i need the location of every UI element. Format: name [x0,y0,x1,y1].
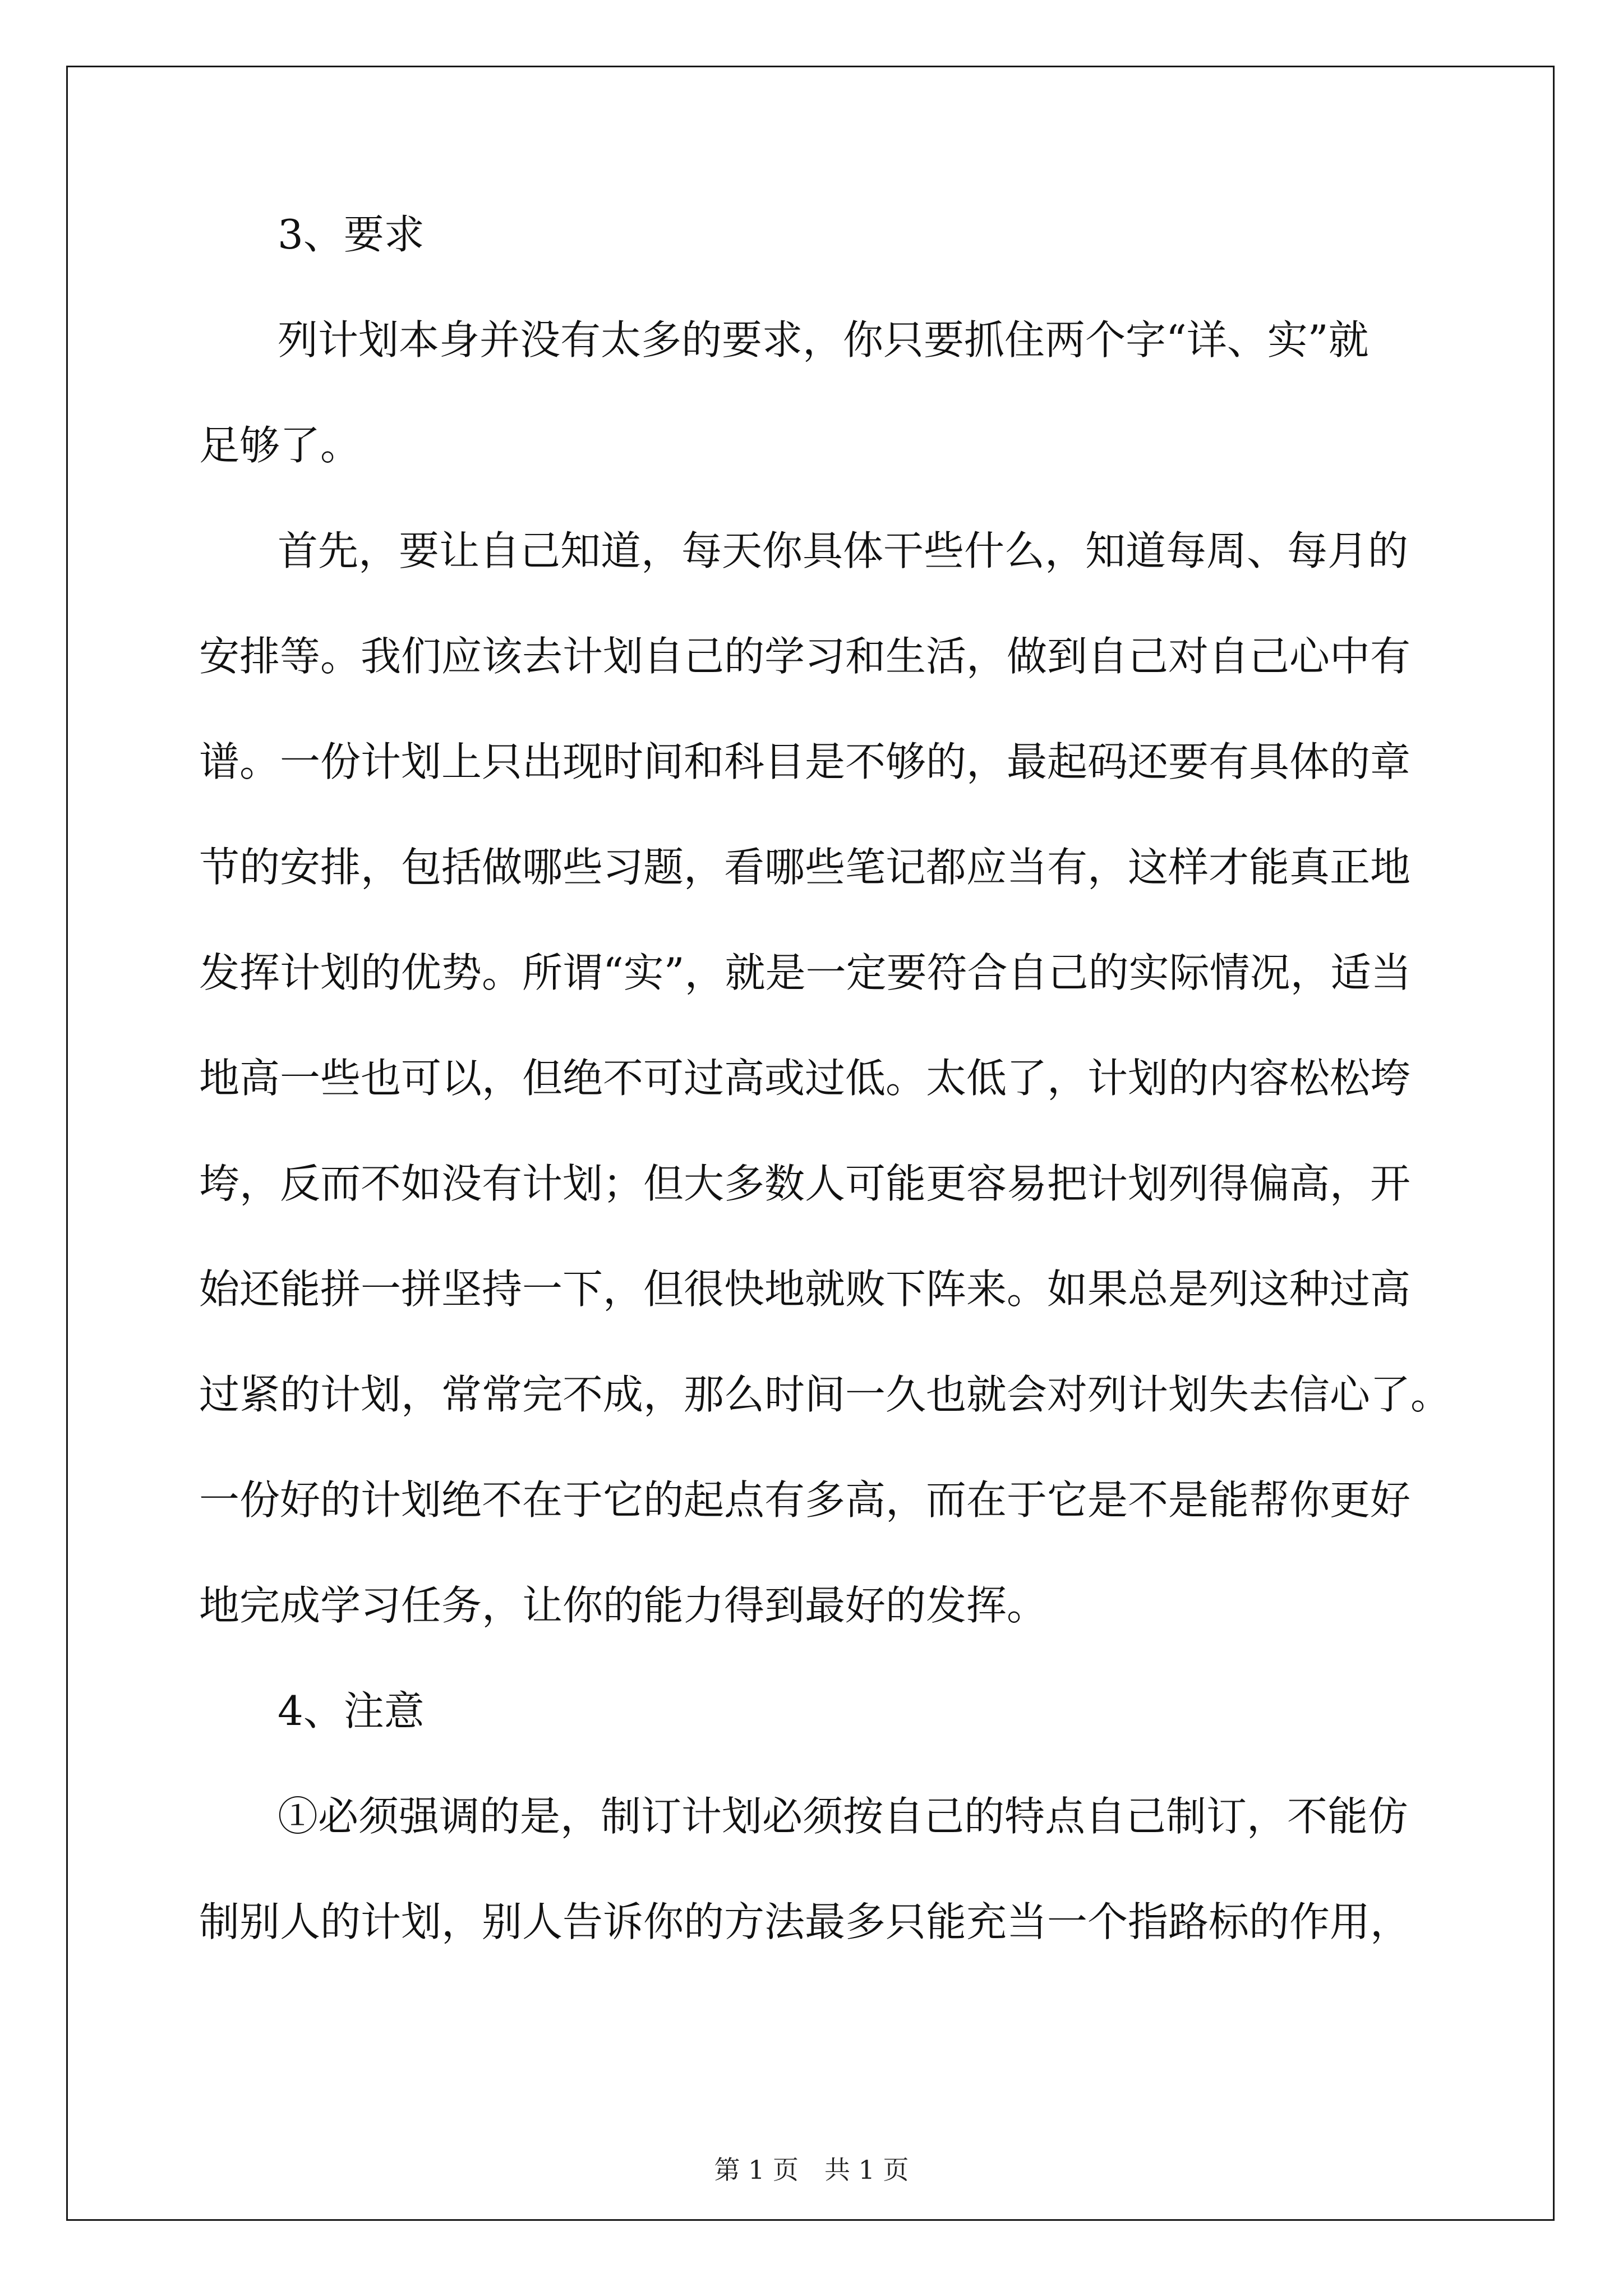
paragraph-line: 节的安排，包括做哪些习题，看哪些笔记都应当有，这样才能真正地 [199,844,1411,891]
paragraph-line: 谱。一份计划上只出现时间和科目是不够的，最起码还要有具体的章 [199,738,1411,785]
paragraph-line: 垮，反而不如没有计划；但大多数人可能更容易把计划列得偏高，开 [199,1160,1411,1207]
paragraph-line: 地高一些也可以，但绝不可过高或过低。太低了，计划的内容松松垮 [199,1055,1411,1102]
page-number-footer: 第 1 页 共 1 页 [714,2155,909,2185]
paragraph-line: 足够了。 [199,422,361,469]
paragraph-line: 首先，要让自己知道，每天你具体干些什么，知道每周、每月的 [278,527,1409,574]
section-heading-4: 4、注意 [278,1687,425,1734]
paragraph-line: 安排等。我们应该去计划自己的学习和生活，做到自己对自己心中有 [199,633,1411,680]
paragraph-line: 一份好的计划绝不在于它的起点有多高，而在于它是不是能帮你更好 [199,1476,1411,1524]
paragraph-line: 列计划本身并没有太多的要求，你只要抓住两个字“详、实”就 [278,316,1369,364]
paragraph-line: 发挥计划的优势。所谓“实”，就是一定要符合自己的实际情况，适当 [199,949,1412,996]
paragraph-line: 始还能拼一拼坚持一下，但很快地就败下阵来。如果总是列这种过高 [199,1266,1411,1313]
paragraph-line: 制别人的计划，别人告诉你的方法最多只能充当一个指路标的作用， [199,1898,1411,1945]
paragraph-line: 过紧的计划，常常完不成，那么时间一久也就会对列计划失去信心了。 [199,1371,1451,1418]
section-heading-3: 3、要求 [278,211,425,258]
paragraph-line: ①必须强调的是，制订计划必须按自己的特点自己制订，不能仿 [278,1793,1409,1840]
paragraph-line: 地完成学习任务，让你的能力得到最好的发挥。 [199,1582,1048,1629]
